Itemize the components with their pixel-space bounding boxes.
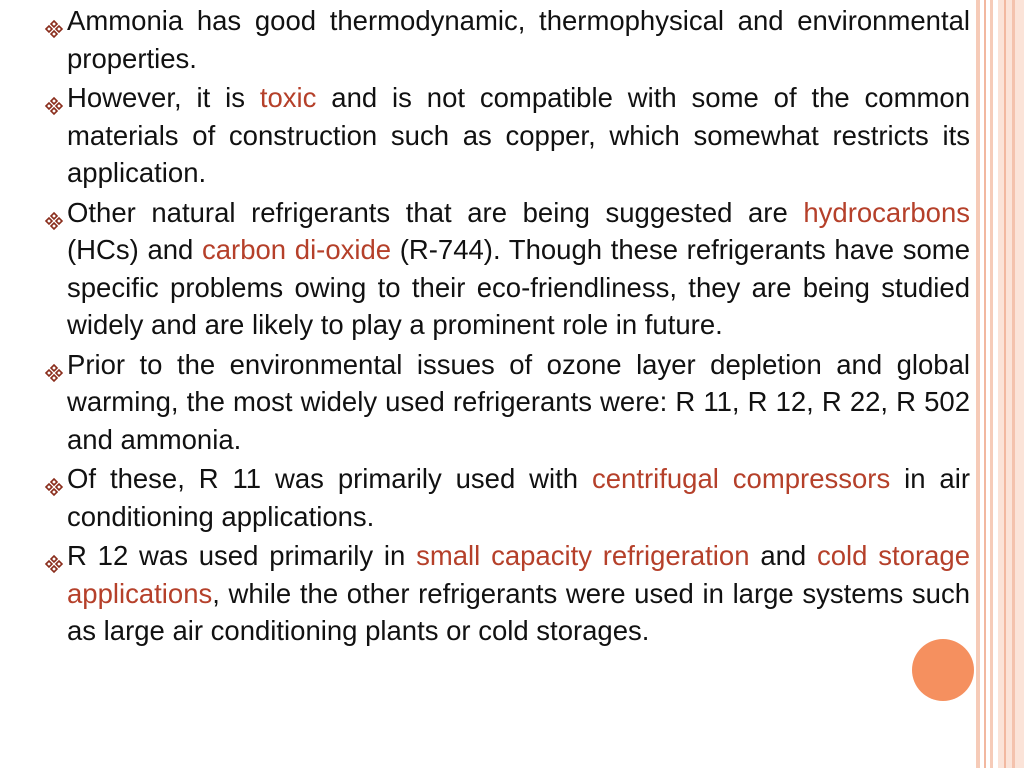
diamond-quad-bullet-icon: [44, 88, 64, 108]
bullet-text: in air conditioning applications.: [67, 463, 970, 532]
decorative-right-border: [976, 0, 1024, 768]
diamond-quad-bullet-icon: [44, 11, 64, 31]
highlighted-term: centrifugal compressors: [592, 463, 891, 494]
bullet-item: [44, 79, 970, 192]
bullet-text: (HCs) and: [67, 234, 203, 265]
bullet-text: (R-744). Though these refrigerants have some specific problems owing to their eco-friendliness, they are being studied widely and are likely to play a prominent role in future.: [67, 234, 970, 340]
bullet-text: and: [749, 540, 818, 571]
bullet-item: [44, 194, 970, 344]
bullet-item: [44, 537, 970, 650]
bullet-text: , while the other refrigerants were used in large systems such as large air conditioning plants or cold storages.: [67, 577, 970, 646]
border-stripe: [976, 0, 980, 768]
border-stripe: [984, 0, 986, 768]
bullet-text: Prior to the environmental issues of ozone layer depletion and global warming, the most widely used refrigerants were: R 11, R 12, R 22, R 502 and ammonia.: [67, 348, 970, 455]
border-stripe: [998, 0, 1024, 768]
diamond-quad-bullet-icon: [44, 355, 64, 375]
diamond-quad-bullet-icon: [44, 469, 64, 489]
diamond-quad-bullet-icon: [44, 546, 64, 566]
highlighted-term: hydrocarbons: [803, 196, 970, 228]
border-stripe: [990, 0, 993, 768]
bullet-item: [44, 460, 970, 535]
bullet-text: R 12 was used primarily in: [67, 540, 417, 571]
bullet-text: and is not compatible with some of the common materials of construction such as copper, which somewhat restricts its application.: [67, 82, 971, 188]
bullet-text: However, it is: [67, 82, 260, 113]
highlighted-term: toxic: [259, 82, 317, 113]
pointer-highlight-dot: [912, 639, 974, 701]
border-stripe: [1012, 0, 1015, 768]
bullet-item: [44, 346, 970, 459]
highlighted-term: carbon di-oxide: [202, 234, 392, 265]
bullet-text: Other natural refrigerants that are being suggested are: [67, 196, 804, 228]
bullet-text: Of these, R 11 was primarily used with: [67, 463, 592, 494]
diamond-quad-bullet-icon: [44, 203, 64, 223]
bullet-text: Ammonia has good thermodynamic, thermophysical and environmental properties.: [67, 5, 970, 74]
highlighted-term: small capacity refrigeration: [416, 540, 750, 571]
border-stripe: [1004, 0, 1006, 768]
bullet-item: [44, 2, 970, 77]
bullet-list: [44, 2, 970, 652]
highlighted-term: cold storage applications: [67, 540, 970, 609]
